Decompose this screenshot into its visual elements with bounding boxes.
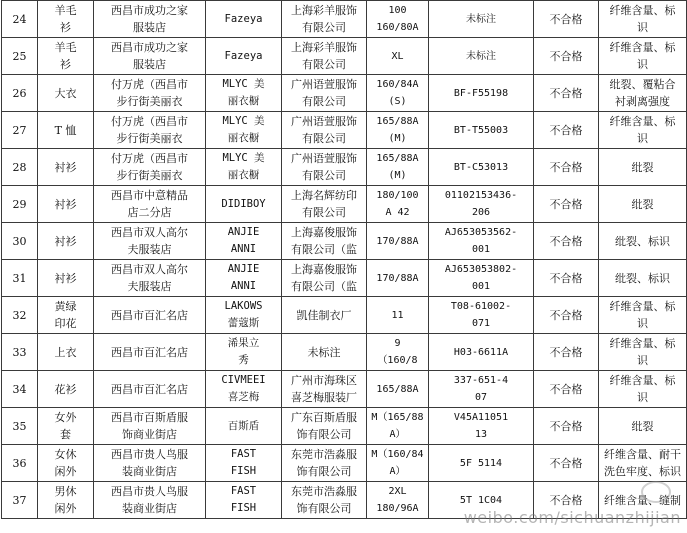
cell-product: 男休 闲外: [38, 482, 94, 519]
cell-result: 不合格: [534, 149, 599, 186]
cell-seller: 西昌市双人高尔 夫服装店: [94, 260, 206, 297]
cell-result: 不合格: [534, 334, 599, 371]
cell-no: 25: [2, 38, 38, 75]
table-row: [2, 112, 687, 149]
cell-issue: 纤维含量、标 识: [599, 112, 687, 149]
cell-spec: 170/88A: [367, 223, 429, 260]
cell-result: 不合格: [534, 445, 599, 482]
cell-product: 黄绿 印花: [38, 297, 94, 334]
cell-brand: Fazeya: [206, 38, 282, 75]
cell-maker: 广东百斯盾服 饰有限公司: [282, 408, 367, 445]
cell-no: 27: [2, 112, 38, 149]
cell-batch: 01102153436- 206: [429, 186, 534, 223]
cell-maker: 上海名辉纺印 有限公司: [282, 186, 367, 223]
table-row: [2, 408, 687, 445]
cell-spec: XL: [367, 38, 429, 75]
cell-product: 羊毛 衫: [38, 1, 94, 38]
cell-batch: 未标注: [429, 1, 534, 38]
cell-maker: 上海彩羊服饰 有限公司: [282, 38, 367, 75]
cell-product: 大衣: [38, 75, 94, 112]
cell-seller: 西昌市百汇名店: [94, 297, 206, 334]
cell-seller: 西昌市中意精品 店二分店: [94, 186, 206, 223]
cell-batch: 5F 5114: [429, 445, 534, 482]
table-row: [2, 260, 687, 297]
cell-no: 30: [2, 223, 38, 260]
cell-batch: BT-T55003: [429, 112, 534, 149]
cell-seller: 付万虎（西昌市 步行街美丽衣: [94, 112, 206, 149]
cell-brand: LAKOWS 蕾蔻斯: [206, 297, 282, 334]
cell-spec: 9 （160/8: [367, 334, 429, 371]
cell-no: 31: [2, 260, 38, 297]
cell-spec: 165/88A: [367, 371, 429, 408]
cell-spec: 11: [367, 297, 429, 334]
cell-seller: 西昌市贵人鸟服 装商业街店: [94, 445, 206, 482]
cell-spec: M（160/84 A）: [367, 445, 429, 482]
cell-result: 不合格: [534, 186, 599, 223]
cell-seller: 西昌市贵人鸟服 装商业街店: [94, 482, 206, 519]
table-row: [2, 223, 687, 260]
cell-no: 28: [2, 149, 38, 186]
table-row: [2, 186, 687, 223]
cell-maker: 上海彩羊服饰 有限公司: [282, 1, 367, 38]
cell-result: 不合格: [534, 112, 599, 149]
cell-brand: ANJIE ANNI: [206, 223, 282, 260]
cell-issue: 纤维含量、标 识: [599, 334, 687, 371]
cell-batch: 5T 1C04: [429, 482, 534, 519]
table-body: [2, 1, 687, 519]
cell-maker: 上海嘉俊服饰 有限公司（监: [282, 260, 367, 297]
cell-maker: 未标注: [282, 334, 367, 371]
cell-batch: BF-F55198: [429, 75, 534, 112]
cell-product: 衬衫: [38, 186, 94, 223]
cell-seller: 西昌市双人高尔 夫服装店: [94, 223, 206, 260]
table-row: [2, 1, 687, 38]
cell-batch: BT-C53013: [429, 149, 534, 186]
weibo-logo-icon: [641, 481, 671, 503]
cell-product: 羊毛 衫: [38, 38, 94, 75]
cell-issue: 纰裂: [599, 186, 687, 223]
cell-result: 不合格: [534, 223, 599, 260]
cell-no: 36: [2, 445, 38, 482]
cell-brand: MLYC 美 丽衣橱: [206, 75, 282, 112]
cell-product: 上衣: [38, 334, 94, 371]
cell-result: 不合格: [534, 260, 599, 297]
table-row: [2, 75, 687, 112]
cell-maker: 东莞市浩淼服 饰有限公司: [282, 482, 367, 519]
cell-batch: AJ653053562- 001: [429, 223, 534, 260]
cell-spec: 165/88A (M): [367, 112, 429, 149]
cell-batch: V45A11051 13: [429, 408, 534, 445]
cell-issue: 纤维含量、标 识: [599, 1, 687, 38]
cell-spec: M（165/88 A）: [367, 408, 429, 445]
cell-product: 女休 闲外: [38, 445, 94, 482]
cell-seller: 付万虎（西昌市 步行街美丽衣: [94, 149, 206, 186]
cell-product: 花衫: [38, 371, 94, 408]
cell-brand: DIDIBOY: [206, 186, 282, 223]
cell-batch: AJ653053802- 001: [429, 260, 534, 297]
cell-maker: 凯佳制衣厂: [282, 297, 367, 334]
table-row: [2, 371, 687, 408]
cell-result: 不合格: [534, 75, 599, 112]
cell-brand: ANJIE ANNI: [206, 260, 282, 297]
cell-issue: 纰裂: [599, 408, 687, 445]
cell-seller: 西昌市百斯盾服 饰商业街店: [94, 408, 206, 445]
table-row: [2, 297, 687, 334]
cell-result: 不合格: [534, 482, 599, 519]
cell-issue: 纤维含量、标 识: [599, 297, 687, 334]
cell-maker: 上海嘉俊服饰 有限公司（监: [282, 223, 367, 260]
cell-seller: 付万虎（西昌市 步行街美丽衣: [94, 75, 206, 112]
cell-spec: 180/100 A 42: [367, 186, 429, 223]
cell-brand: FAST FISH: [206, 445, 282, 482]
cell-spec: 170/88A: [367, 260, 429, 297]
cell-no: 35: [2, 408, 38, 445]
cell-maker: 广州市海珠区 喜芝梅服装厂: [282, 371, 367, 408]
cell-result: 不合格: [534, 38, 599, 75]
cell-no: 32: [2, 297, 38, 334]
cell-no: 33: [2, 334, 38, 371]
cell-no: 24: [2, 1, 38, 38]
cell-issue: 纰裂、标识: [599, 260, 687, 297]
cell-issue: 纰裂、覆粘合 衬剥离强度: [599, 75, 687, 112]
cell-batch: T08-61002- 071: [429, 297, 534, 334]
cell-product: T 恤: [38, 112, 94, 149]
cell-brand: 浠果立 秀: [206, 334, 282, 371]
cell-brand: MLYC 美 丽衣橱: [206, 149, 282, 186]
cell-issue: 纰裂、标识: [599, 223, 687, 260]
cell-no: 26: [2, 75, 38, 112]
cell-issue: 纤维含量、标 识: [599, 38, 687, 75]
cell-maker: 广州语萱服饰 有限公司: [282, 112, 367, 149]
cell-result: 不合格: [534, 408, 599, 445]
cell-seller: 西昌市百汇名店: [94, 334, 206, 371]
cell-issue: 纤维含量、缝制: [599, 482, 687, 519]
watermark: weibo.com/sichuanzhijian: [463, 508, 681, 527]
cell-spec: 100 160/80A: [367, 1, 429, 38]
cell-brand: CIVMEEI 喜芝梅: [206, 371, 282, 408]
cell-result: 不合格: [534, 371, 599, 408]
table-row: [2, 149, 687, 186]
cell-maker: 东莞市浩淼服 饰有限公司: [282, 445, 367, 482]
cell-product: 女外 套: [38, 408, 94, 445]
cell-maker: 广州语萱服饰 有限公司: [282, 149, 367, 186]
cell-seller: 西昌市成功之家 服装店: [94, 1, 206, 38]
cell-seller: 西昌市成功之家 服装店: [94, 38, 206, 75]
cell-no: 29: [2, 186, 38, 223]
cell-result: 不合格: [534, 297, 599, 334]
cell-result: 不合格: [534, 1, 599, 38]
cell-product: 衬衫: [38, 223, 94, 260]
cell-brand: Fazeya: [206, 1, 282, 38]
cell-maker: 广州语萱服饰 有限公司: [282, 75, 367, 112]
cell-brand: FAST FISH: [206, 482, 282, 519]
cell-issue: 纰裂: [599, 149, 687, 186]
table-row: [2, 445, 687, 482]
cell-batch: H03-6611A: [429, 334, 534, 371]
cell-issue: 纤维含量、标 识: [599, 371, 687, 408]
cell-issue: 纤维含量、耐干 洗色牢度、标识: [599, 445, 687, 482]
cell-spec: 165/88A (M): [367, 149, 429, 186]
cell-batch: 337-651-4 07: [429, 371, 534, 408]
inspection-table: [1, 0, 687, 519]
cell-product: 衬衫: [38, 260, 94, 297]
table-row: [2, 38, 687, 75]
cell-batch: 未标注: [429, 38, 534, 75]
cell-no: 37: [2, 482, 38, 519]
cell-seller: 西昌市百汇名店: [94, 371, 206, 408]
cell-no: 34: [2, 371, 38, 408]
cell-product: 衬衫: [38, 149, 94, 186]
cell-spec: 160/84A (S): [367, 75, 429, 112]
cell-brand: MLYC 美 丽衣橱: [206, 112, 282, 149]
table-row: [2, 334, 687, 371]
cell-brand: 百斯盾: [206, 408, 282, 445]
cell-spec: 2XL 180/96A: [367, 482, 429, 519]
